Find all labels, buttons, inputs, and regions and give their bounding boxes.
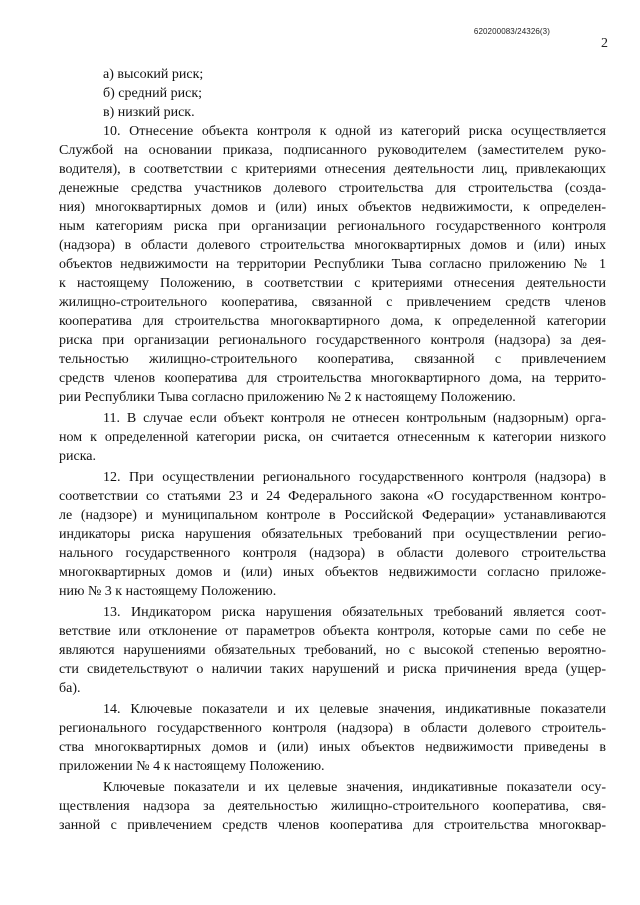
text-line: занной с привлечением средств членов кооператива для строительства многоквар- [59,818,606,833]
text-line: ния) многоквартирных домов и (или) иных объектов недвижимости, к определен- [59,200,606,215]
text-line: б) средний риск; [103,86,203,101]
text-line: сти свидетельствуют о наличии таких нарушений и риска причинения вреда (ущер- [59,662,606,677]
text-line: ном к определенной категории риска, он считается отнесенным к категории низкого [59,430,606,445]
text-line: (надзора) в области долевого строительства многоквартирных домов и (или) иных [59,238,606,253]
text-line: водителя), в соответствии с критериями отнесения деятельности лиц, привлекающих [59,162,606,177]
text-line: соответствии со статьями 23 и 24 Федерального закона «О государственном контро- [59,489,606,504]
text-line: 10. Отнесение объекта контроля к одной из категорий риска осуществляется [103,124,606,139]
text-line: ле (надзоре) и муниципальном контроле в Российской Федерации» устанавливаются [59,508,606,523]
text-line: регионального государственного контроля (надзора) в области долевого строитель- [59,721,606,736]
text-line: ным категориям риска при организации регионального государственного контроля [59,219,606,234]
text-line: приложении № 4 к настоящему Положению. [59,759,325,774]
text-line: 11. В случае если объект контроля не отнесен контрольным (надзорным) орга- [103,411,606,426]
text-line: нального государственного контроля (надзора) в области долевого строительства [59,546,606,561]
text-line: риска. [59,449,97,464]
text-line: индикаторы риска нарушения обязательных требований при осуществлении регио- [59,527,606,542]
text-line: риска при организации регионального государственного контроля (надзора) за дея- [59,333,606,348]
text-line: объектов недвижимости на территории Республики Тыва согласно приложению № 1 [59,257,606,272]
text-line: рии Республики Тыва согласно приложению № 2 к настоящему Положению. [59,390,516,405]
text-line: Ключевые показатели и их целевые значения, индикативные показатели осу- [103,780,606,795]
document-code: 620200083/24326(3) [473,27,550,36]
text-line: ществления надзора за деятельностью жилищно-строительного кооператива, свя- [59,799,606,814]
text-line: 13. Индикатором риска нарушения обязательных требований является соот- [103,605,606,620]
text-line: нию № 3 к настоящему Положению. [59,584,277,599]
text-line: средств членов кооператива для строительства многоквартирного дома, на террито- [59,371,606,386]
text-line: а) высокий риск; [103,67,204,82]
text-line: ветствие или отклонение от параметров объекта контроля, которые сами по себе не [59,624,606,639]
text-line: денежные средства участников долевого строительства для строительства (созда- [59,181,606,196]
text-line: жилищно-строительного кооператива, связанной с привлечением средств членов [59,295,606,310]
text-line: ства многоквартирных домов и (или) иных объектов недвижимости приведены в [59,740,606,755]
document-body [59,65,606,835]
text-line: 12. При осуществлении регионального государственного контроля (надзора) в [103,470,606,485]
text-line: 14. Ключевые показатели и их целевые значения, индикативные показатели [103,702,606,717]
text-line: к настоящему Положению, в соответствии с критериями отнесения деятельности [59,276,606,291]
text-line: Службой на основании приказа, подписанного руководителем (заместителем руко- [59,143,606,158]
text-line: кооператива для строительства многоквартирного дома, к определенной категории [59,314,606,329]
text-line: ба). [59,681,81,696]
page-number: 2 [601,36,608,51]
text-line: являются нарушениями обязательных требований, но с высокой степенью вероятно- [59,643,606,658]
text-line: многоквартирных домов и (или) иных объектов недвижимости согласно приложе- [59,565,606,580]
text-line: тельностью жилищно-строительного кооператива, связанной с привлечением [59,352,606,367]
text-line: в) низкий риск. [103,105,195,120]
